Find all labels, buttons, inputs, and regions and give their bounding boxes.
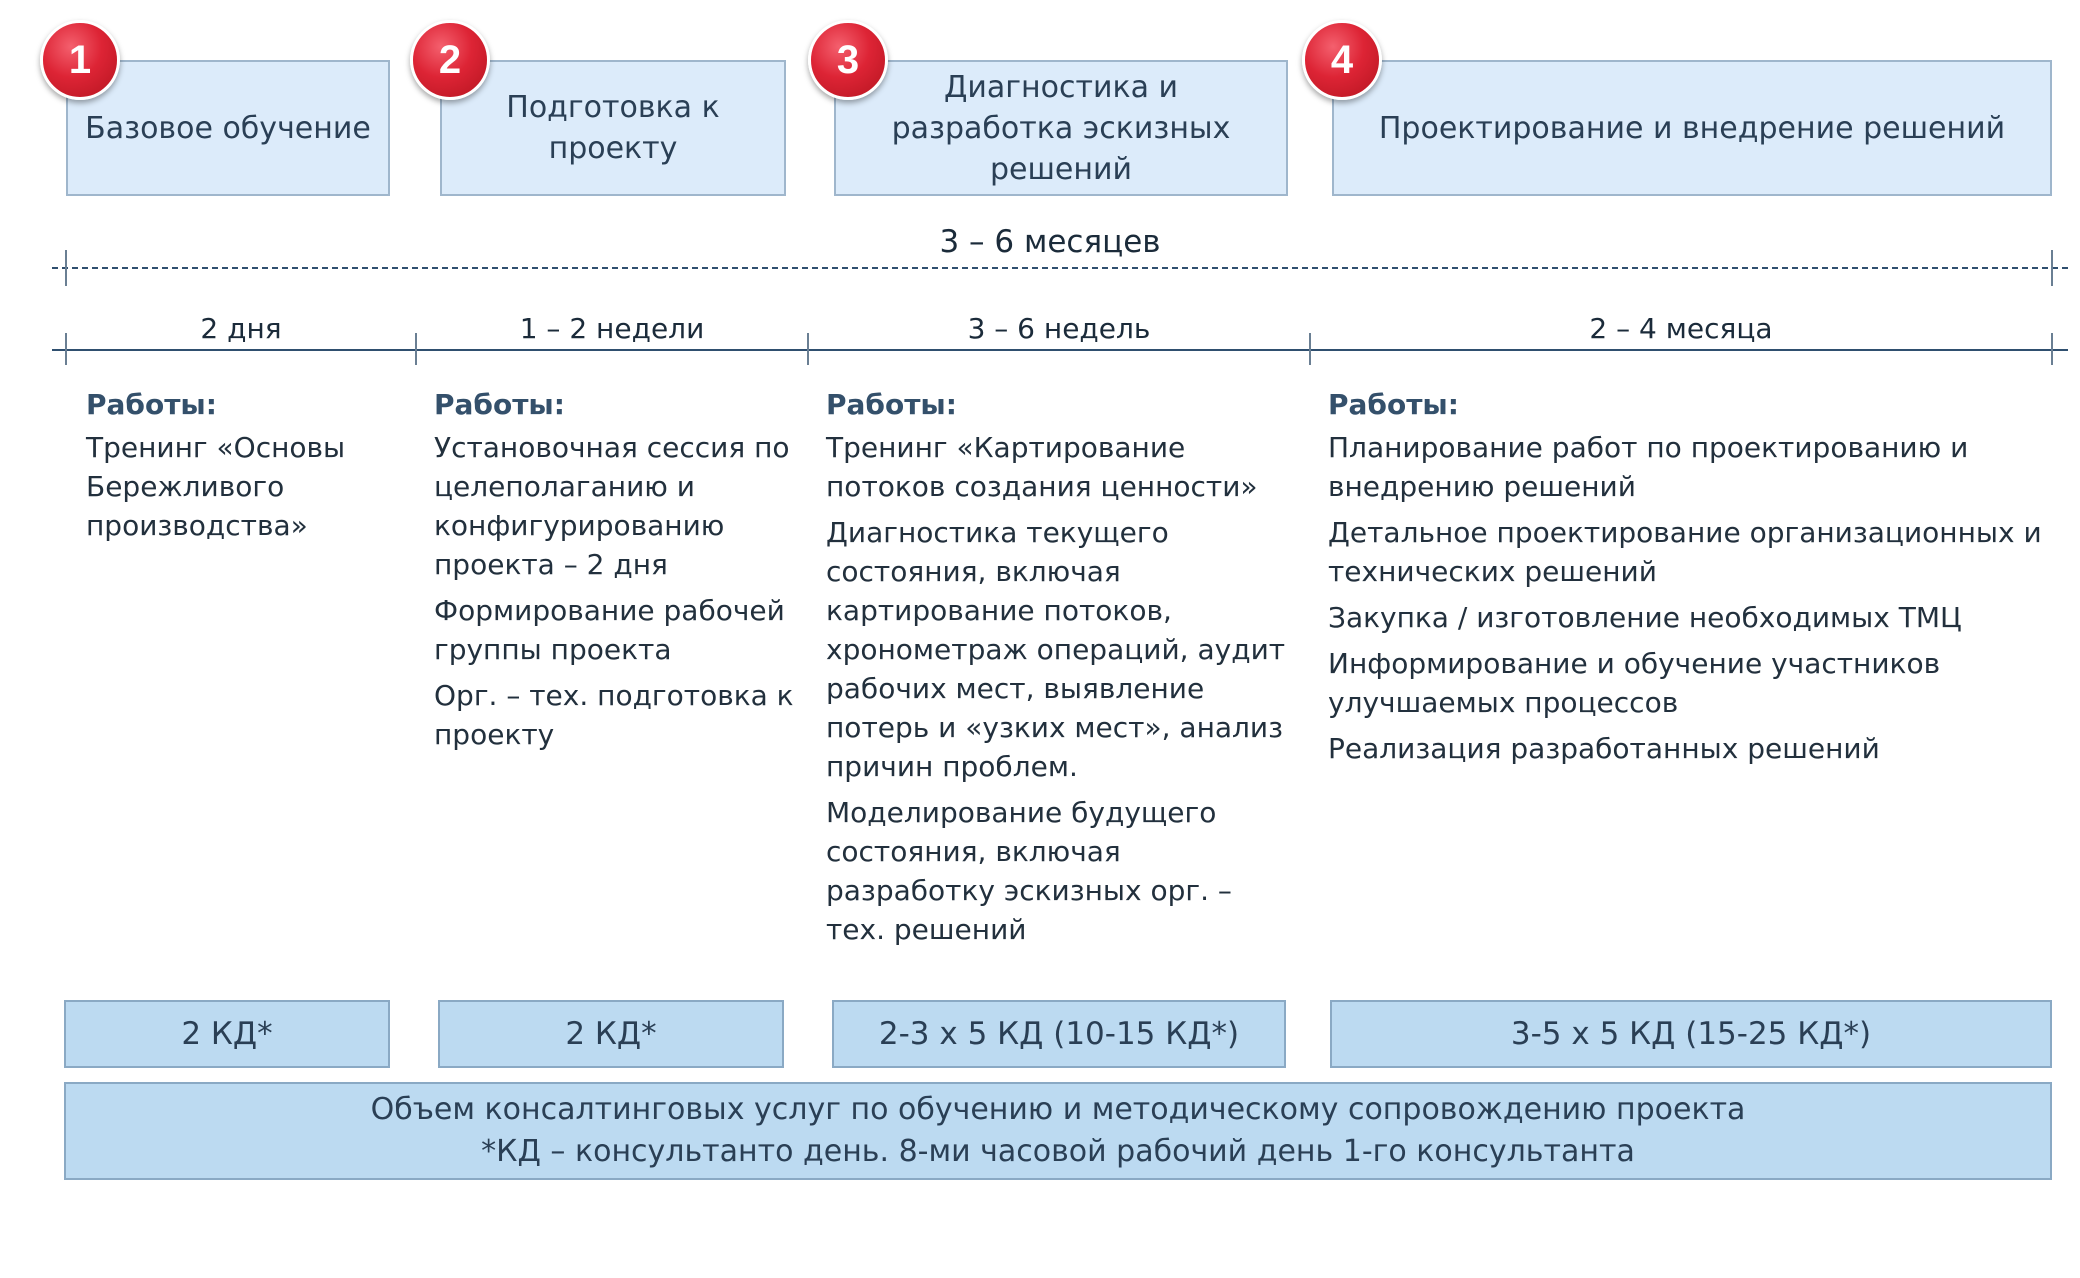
consulting-summary-line-1: Объем консалтинговых услуг по обучению и методическому сопровождению проекта [370,1092,1746,1127]
duration-label-3: 3 – 6 недель [967,312,1151,345]
phase-box-3 [834,60,1288,196]
works-item: Орг. – тех. подготовка к проекту [434,679,794,751]
phase-title-2: Подготовка к проекту [506,90,720,166]
effort-box-1: 2 КД* [64,1000,390,1068]
timeline-tick-4 [1309,333,1311,365]
timeline-total-line [52,267,2068,269]
works-item: Тренинг «Основы Бережливого производства» [86,431,346,542]
duration-label-2: 1 – 2 недели [519,312,705,345]
works-heading: Работы: [826,388,957,421]
works-column-4 [1328,385,2048,775]
timeline-total-tick-start [65,250,67,286]
phase-number-4: 4 [1330,37,1354,82]
phase-badge-1 [40,20,120,100]
effort-box-3: 2-3 x 5 КД (10-15 КД*) [832,1000,1286,1068]
phase-box-2 [440,60,786,196]
timeline-tick-2 [415,333,417,365]
timeline-tick-1 [65,333,67,365]
works-column-1 [86,385,406,552]
works-item: Планирование работ по проектированию и внедрению решений [1328,431,1969,503]
phase-badge-2 [410,20,490,100]
phase-badge-4 [1302,20,1382,100]
phase-number-1: 1 [68,37,92,82]
works-item: Установочная сессия по целеполаганию и конфигурированию проекта – 2 дня [434,431,790,581]
duration-label-1: 2 дня [200,312,282,345]
works-heading: Работы: [434,388,565,421]
phase-number-3: 3 [836,37,860,82]
works-item: Формирование рабочей группы проекта [434,594,785,666]
works-column-3 [826,385,1298,956]
effort-box-2: 2 КД* [438,1000,784,1068]
works-item: Тренинг «Картирование потоков создания ценности» [826,431,1258,503]
timeline-phase-line [52,349,2068,351]
works-column-2 [434,385,794,761]
works-item: Детальное проектирование организационных и технических решений [1328,516,2042,588]
consulting-summary-line-2: *КД – консультанто день. 8-ми часовой рабочий день 1-го консультанта [481,1134,1635,1169]
effort-box-4: 3-5 x 5 КД (15-25 КД*) [1330,1000,2052,1068]
works-item: Информирование и обучение участников улучшаемых процессов [1328,647,1941,719]
works-item: Закупка / изготовление необходимых ТМЦ [1328,601,1962,634]
works-item: Моделирование будущего состояния, включая разработку эскизных орг. – тех. решений [826,796,1232,946]
phase-title-4: Проектирование и внедрение решений [1378,110,2006,146]
timeline-total-tick-end [2051,250,2053,286]
works-heading: Работы: [1328,388,1459,421]
timeline-total-label: 3 – 6 месяцев [939,224,1161,260]
works-heading: Работы: [86,388,217,421]
works-item: Диагностика текущего состояния, включая картирование потоков, хронометраж операций, аудит рабочих мест, выявление потерь и «узких мест», анализ причин проблем. [826,516,1286,783]
phase-badge-3 [808,20,888,100]
phase-box-4 [1332,60,2052,196]
timeline-tick-3 [807,333,809,365]
works-item: Реализация разработанных решений [1328,732,1880,765]
timeline-tick-end [2051,333,2053,365]
phase-title-1: Базовое обучение [85,110,371,146]
phase-box-1 [66,60,390,196]
duration-label-4: 2 – 4 месяца [1589,312,1773,345]
consulting-summary-box [64,1082,2052,1180]
phase-title-3: Диагностика и разработка эскизных решений [891,69,1231,187]
phase-number-2: 2 [438,37,462,82]
